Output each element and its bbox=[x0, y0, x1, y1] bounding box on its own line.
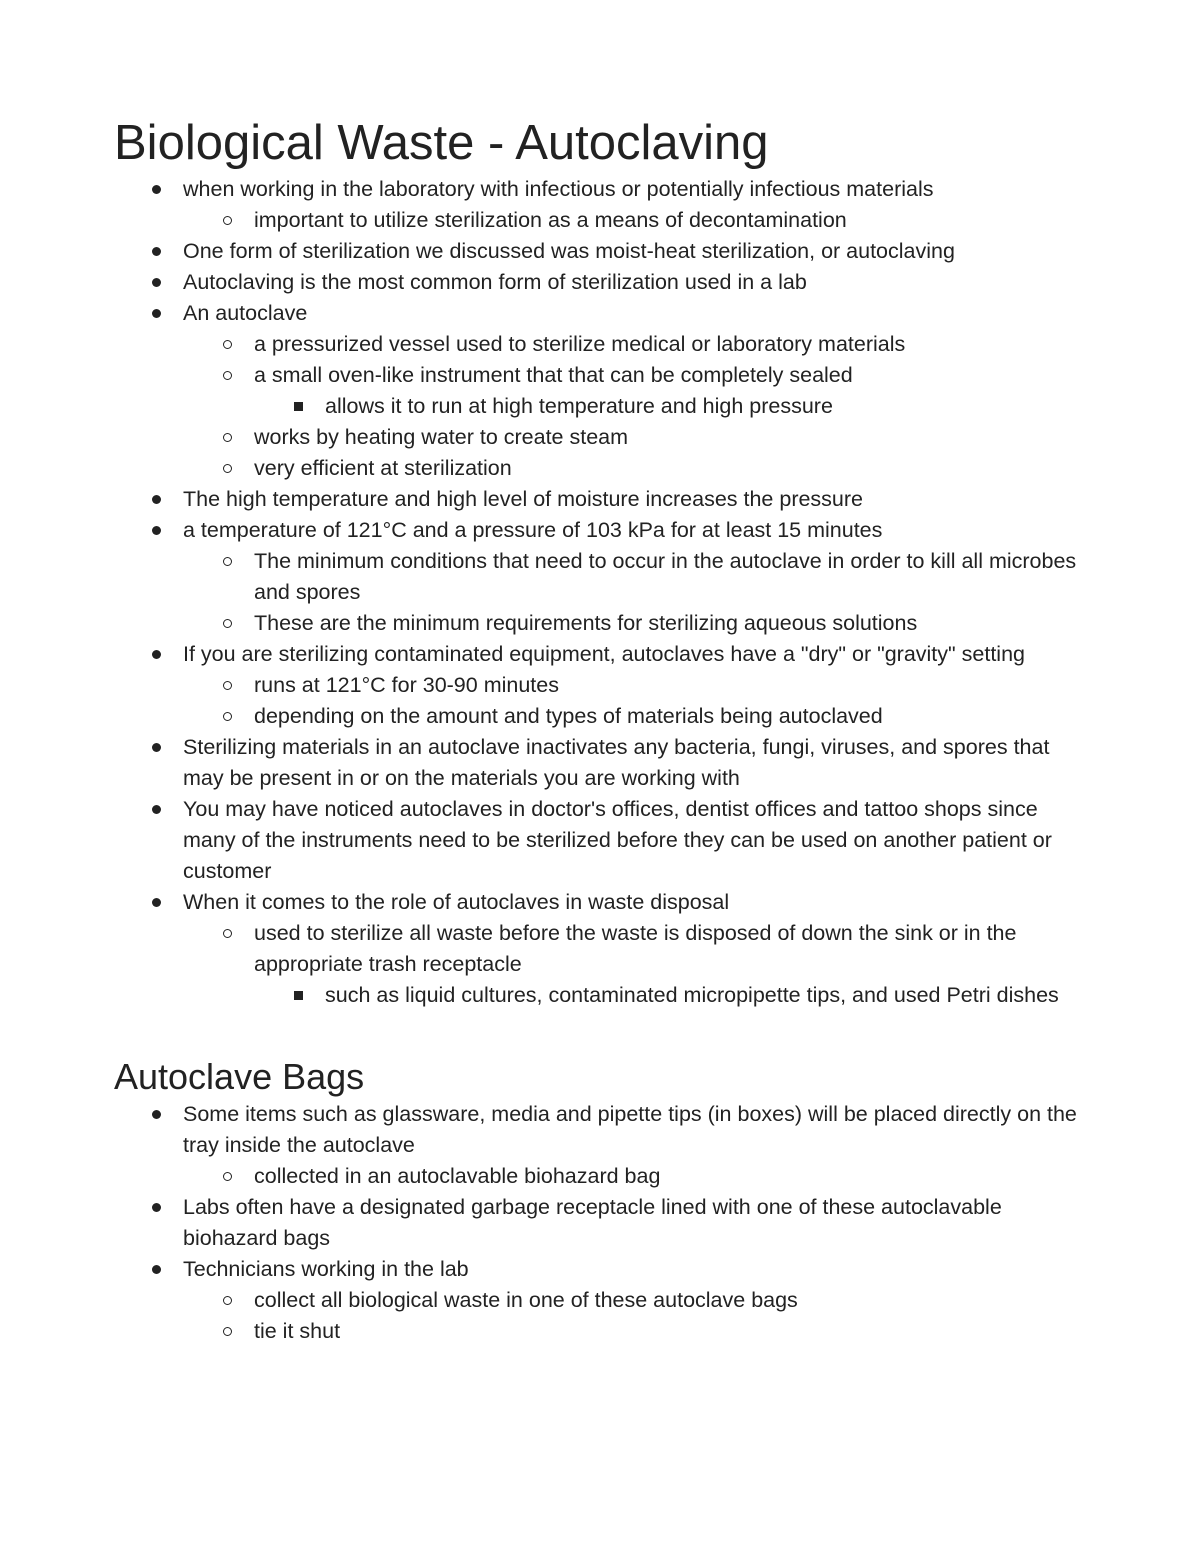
list-item-text: The high temperature and high level of moisture increases the pressure bbox=[183, 487, 864, 511]
bullet-disc-icon bbox=[146, 794, 166, 825]
list-item bbox=[114, 732, 1094, 794]
list-item bbox=[114, 453, 1094, 484]
list-item bbox=[114, 794, 1094, 887]
list-item-text: One form of sterilization we discussed was moist-heat sterilization, or autoclaving bbox=[183, 239, 955, 263]
list-item bbox=[114, 1316, 1094, 1347]
page-title: Biological Waste - Autoclaving bbox=[114, 116, 769, 170]
bullet-circle-icon bbox=[217, 608, 237, 639]
list-item-text: These are the minimum requirements for sterilizing aqueous solutions bbox=[254, 611, 918, 635]
list-item-text: collected in an autoclavable biohazard bag bbox=[254, 1164, 661, 1188]
bullet-disc-icon bbox=[146, 298, 166, 329]
list-item bbox=[114, 205, 1094, 236]
list-item bbox=[114, 887, 1094, 918]
section2-bullet-list bbox=[114, 1099, 1094, 1347]
bullet-circle-icon bbox=[217, 1316, 237, 1347]
bullet-disc-icon bbox=[146, 887, 166, 918]
list-item-text: tie it shut bbox=[254, 1319, 341, 1343]
list-item bbox=[114, 329, 1094, 360]
list-item bbox=[114, 1099, 1094, 1161]
bullet-circle-icon bbox=[217, 422, 237, 453]
section1-bullet-list bbox=[114, 174, 1094, 1011]
bullet-disc-icon bbox=[146, 236, 166, 267]
list-item-text: An autoclave bbox=[183, 301, 308, 325]
bullet-disc-icon bbox=[146, 732, 166, 763]
bullet-disc-icon bbox=[146, 639, 166, 670]
list-item-text: a temperature of 121°C and a pressure of 103 kPa for at least 15 minutes bbox=[183, 518, 883, 542]
list-item-text: Autoclaving is the most common form of sterilization used in a lab bbox=[183, 270, 807, 294]
list-item bbox=[114, 1285, 1094, 1316]
list-item bbox=[114, 267, 1094, 298]
list-item-text: important to utilize sterilization as a means of decontamination bbox=[254, 208, 847, 232]
list-item-text: allows it to run at high temperature and high pressure bbox=[325, 394, 833, 418]
list-item bbox=[114, 360, 1094, 391]
list-item bbox=[114, 484, 1094, 515]
bullet-circle-icon bbox=[217, 670, 237, 701]
document-page bbox=[114, 112, 1094, 1347]
list-item-text: When it comes to the role of autoclaves in waste disposal bbox=[183, 890, 730, 914]
bullet-circle-icon bbox=[217, 360, 237, 391]
list-item-text: depending on the amount and types of materials being autoclaved bbox=[254, 704, 883, 728]
list-item bbox=[114, 1161, 1094, 1192]
bullet-square-icon bbox=[288, 980, 308, 1011]
bullet-disc-icon bbox=[146, 267, 166, 298]
list-item-text: works by heating water to create steam bbox=[254, 425, 629, 449]
bullet-circle-icon bbox=[217, 546, 237, 577]
list-item-text: such as liquid cultures, contaminated micropipette tips, and used Petri dishes bbox=[325, 983, 1059, 1007]
list-item-text: Labs often have a designated garbage receptacle lined with one of these autoclavable biohazard bags bbox=[183, 1195, 1002, 1250]
bullet-circle-icon bbox=[217, 453, 237, 484]
list-item-text: a small oven-like instrument that that can be completely sealed bbox=[254, 363, 853, 387]
section-spacer bbox=[114, 1011, 1094, 1055]
bullet-circle-icon bbox=[217, 1161, 237, 1192]
bullet-disc-icon bbox=[146, 1254, 166, 1285]
list-item-text: You may have noticed autoclaves in doctor's offices, dentist offices and tattoo shops since many of the instruments need to be sterilized before they can be used on another patient or customer bbox=[183, 797, 1052, 883]
section-heading-autoclave-bags: Autoclave Bags bbox=[114, 1056, 365, 1097]
bullet-disc-icon bbox=[146, 484, 166, 515]
bullet-circle-icon bbox=[217, 329, 237, 360]
list-item bbox=[114, 701, 1094, 732]
list-item bbox=[114, 918, 1094, 980]
list-item bbox=[114, 608, 1094, 639]
list-item bbox=[114, 298, 1094, 329]
bullet-circle-icon bbox=[217, 701, 237, 732]
list-item-text: when working in the laboratory with infectious or potentially infectious materials bbox=[183, 177, 934, 201]
list-item bbox=[114, 422, 1094, 453]
bullet-circle-icon bbox=[217, 918, 237, 949]
bullet-square-icon bbox=[288, 391, 308, 422]
list-item bbox=[114, 980, 1094, 1011]
list-item-text: collect all biological waste in one of these autoclave bags bbox=[254, 1288, 798, 1312]
list-item bbox=[114, 515, 1094, 546]
list-item bbox=[114, 391, 1094, 422]
list-item bbox=[114, 1254, 1094, 1285]
list-item-text: very efficient at sterilization bbox=[254, 456, 512, 480]
bullet-circle-icon bbox=[217, 205, 237, 236]
bullet-disc-icon bbox=[146, 1192, 166, 1223]
list-item-text: Technicians working in the lab bbox=[183, 1257, 469, 1281]
list-item bbox=[114, 236, 1094, 267]
bullet-disc-icon bbox=[146, 1099, 166, 1130]
list-item bbox=[114, 546, 1094, 608]
list-item-text: Sterilizing materials in an autoclave inactivates any bacteria, fungi, viruses, and spores that may be present in or on the materials you are working with bbox=[183, 735, 1050, 790]
list-item-text: Some items such as glassware, media and pipette tips (in boxes) will be placed directly on the tray inside the autoclave bbox=[183, 1102, 1077, 1157]
list-item bbox=[114, 639, 1094, 670]
list-item-text: a pressurized vessel used to sterilize medical or laboratory materials bbox=[254, 332, 906, 356]
bullet-circle-icon bbox=[217, 1285, 237, 1316]
list-item bbox=[114, 174, 1094, 205]
list-item bbox=[114, 670, 1094, 701]
list-item-text: runs at 121°C for 30-90 minutes bbox=[254, 673, 559, 697]
bullet-disc-icon bbox=[146, 174, 166, 205]
bullet-disc-icon bbox=[146, 515, 166, 546]
list-item bbox=[114, 1192, 1094, 1254]
list-item-text: used to sterilize all waste before the waste is disposed of down the sink or in the appropriate trash receptacle bbox=[254, 921, 1017, 976]
list-item-text: The minimum conditions that need to occur in the autoclave in order to kill all microbes and spores bbox=[254, 549, 1077, 604]
list-item-text: If you are sterilizing contaminated equipment, autoclaves have a "dry" or "gravity" setting bbox=[183, 642, 1025, 666]
